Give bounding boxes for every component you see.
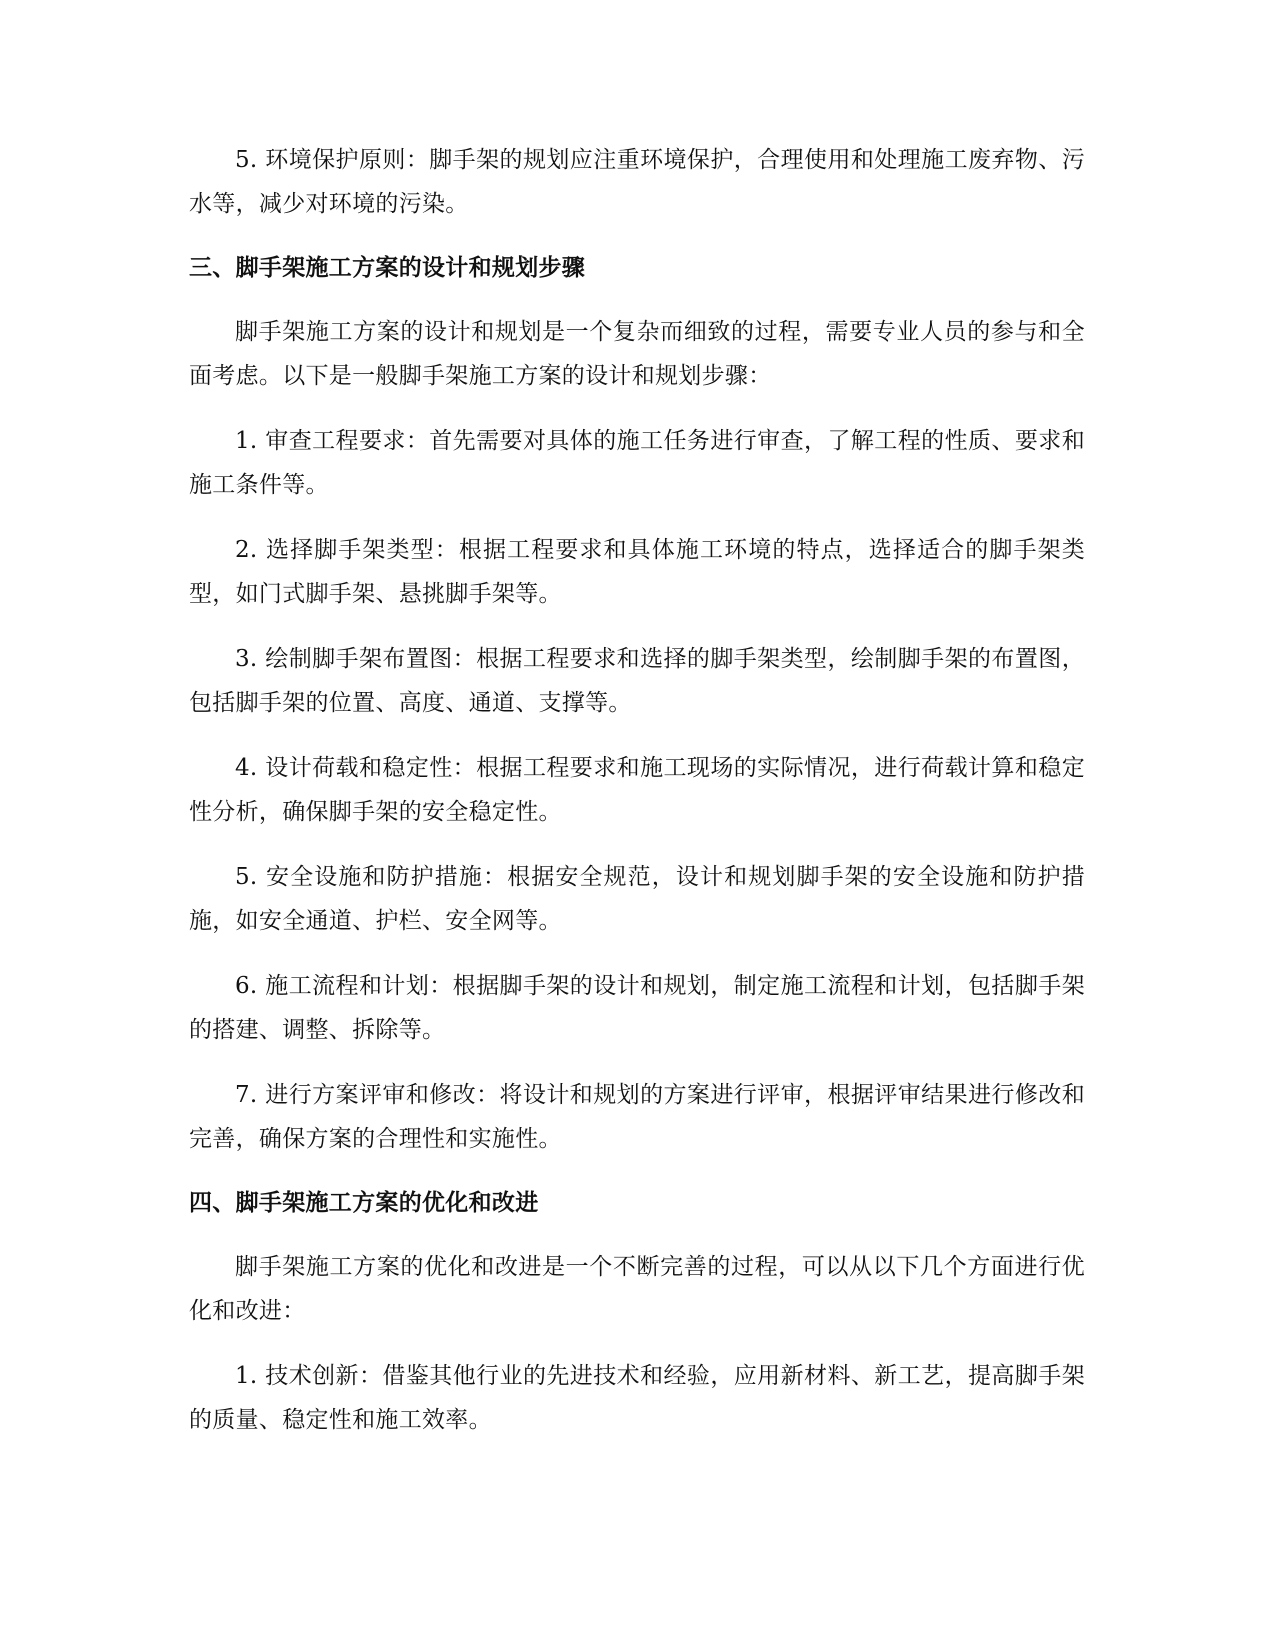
section-3-intro-paragraph: 脚手架施工方案的设计和规划是一个复杂而细致的过程，需要专业人员的参与和全面考虑。以下是一般脚手架施工方案的设计和规划步骤： <box>189 319 1085 389</box>
step-5-paragraph: 5. 安全设施和防护措施：根据安全规范，设计和规划脚手架的安全设施和防护措施，如安全通道、护栏、安全网等。 <box>189 864 1085 934</box>
step-6-paragraph: 6. 施工流程和计划：根据脚手架的设计和规划，制定施工流程和计划，包括脚手架的搭建、调整、拆除等。 <box>189 973 1085 1043</box>
optimization-1-paragraph: 1. 技术创新：借鉴其他行业的先进技术和经验，应用新材料、新工艺，提高脚手架的质量、稳定性和施工效率。 <box>189 1363 1085 1433</box>
step-3-paragraph: 3. 绘制脚手架布置图：根据工程要求和选择的脚手架类型，绘制脚手架的布置图，包括脚手架的位置、高度、通道、支撑等。 <box>189 646 1085 716</box>
step-7-paragraph: 7. 进行方案评审和修改：将设计和规划的方案进行评审，根据评审结果进行修改和完善，确保方案的合理性和实施性。 <box>189 1082 1085 1152</box>
principle-5-paragraph: 5. 环境保护原则：脚手架的规划应注重环境保护，合理使用和处理施工废弃物、污水等，减少对环境的污染。 <box>189 147 1085 217</box>
section-3-heading: 三、脚手架施工方案的设计和规划步骤 <box>189 255 586 281</box>
document-page <box>189 138 1085 1442</box>
step-1-paragraph: 1. 审查工程要求：首先需要对具体的施工任务进行审查，了解工程的性质、要求和施工条件等。 <box>189 428 1085 498</box>
step-4-paragraph: 4. 设计荷载和稳定性：根据工程要求和施工现场的实际情况，进行荷载计算和稳定性分析，确保脚手架的安全稳定性。 <box>189 755 1085 825</box>
section-4-heading: 四、脚手架施工方案的优化和改进 <box>189 1190 539 1216</box>
section-4-intro-paragraph: 脚手架施工方案的优化和改进是一个不断完善的过程，可以从以下几个方面进行优化和改进： <box>189 1254 1085 1324</box>
step-2-paragraph: 2. 选择脚手架类型：根据工程要求和具体施工环境的特点，选择适合的脚手架类型，如门式脚手架、悬挑脚手架等。 <box>189 537 1085 607</box>
